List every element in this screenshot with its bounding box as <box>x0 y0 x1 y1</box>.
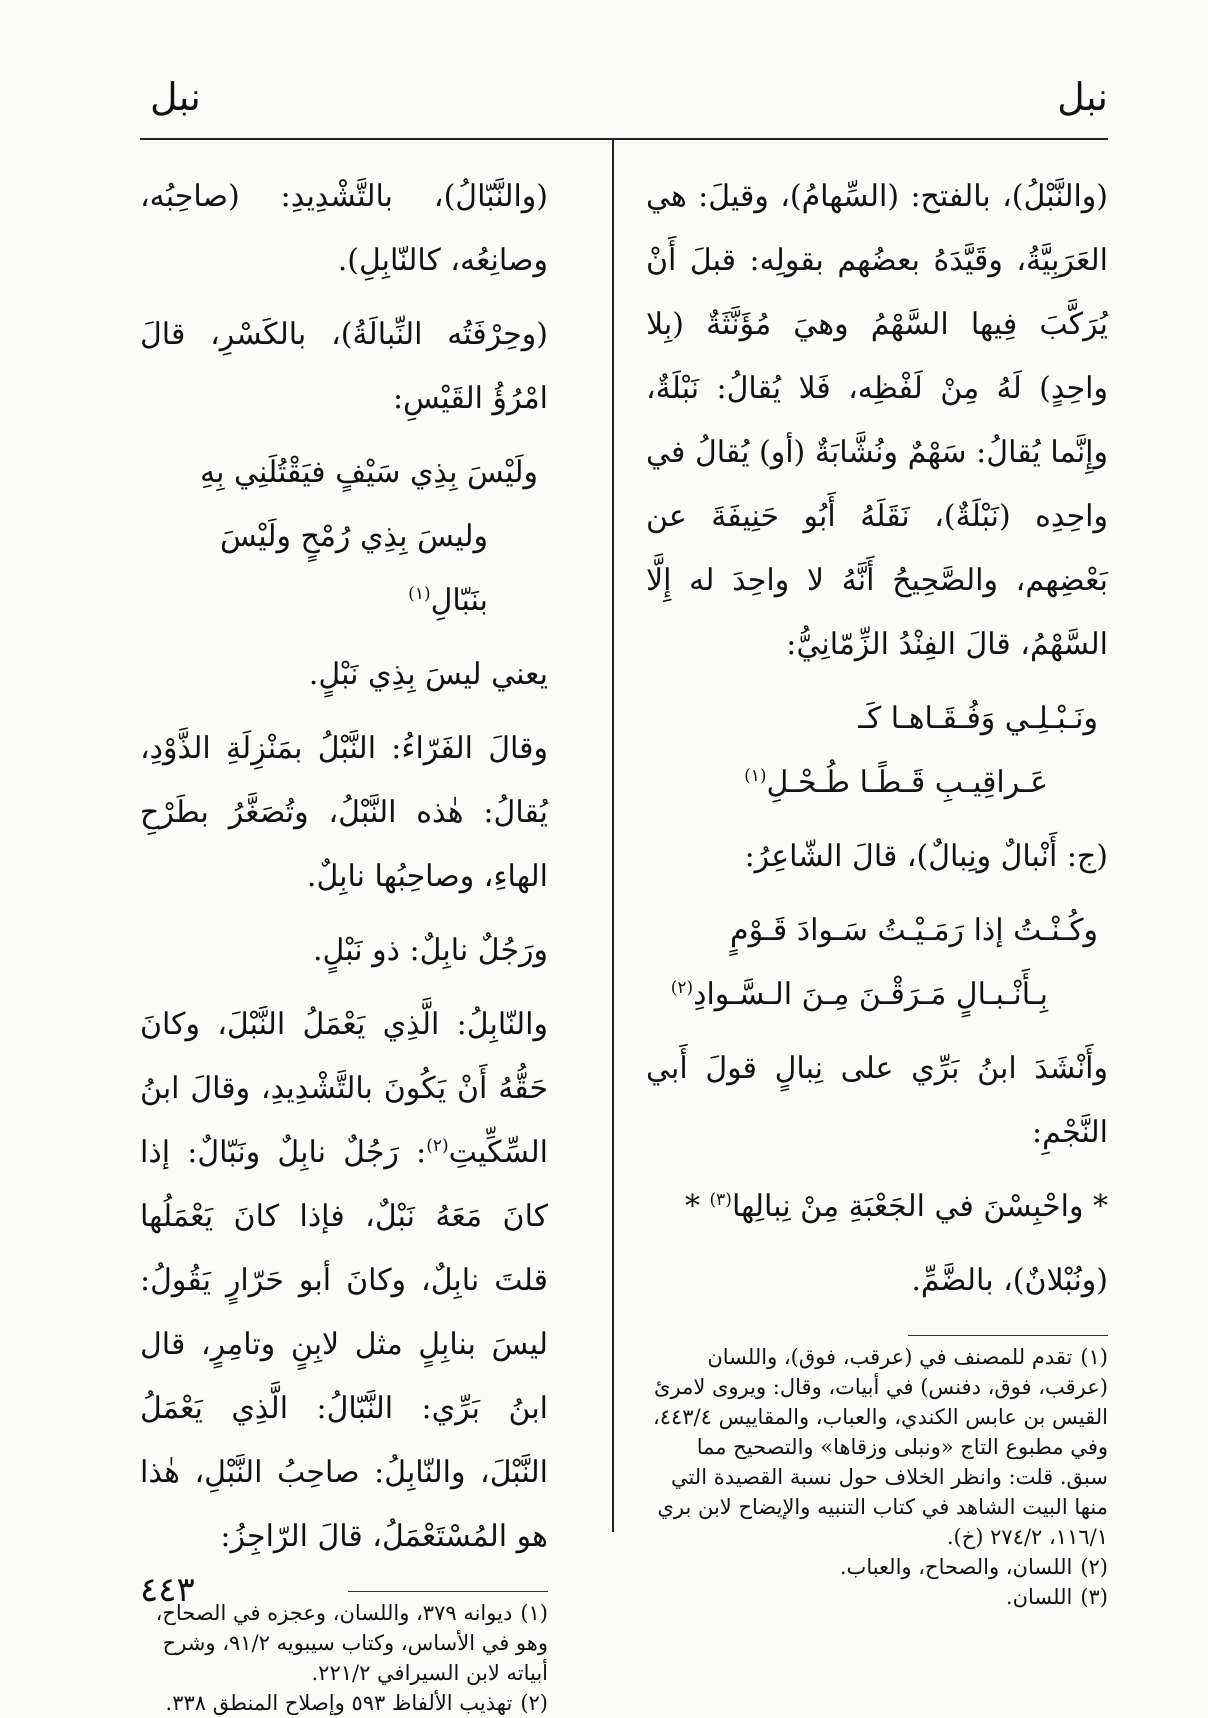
footnote-marker: (١) <box>408 584 431 604</box>
entry-paragraph: (ج: أَنْبالٌ ونِبالٌ)، قالَ الشّاعِرُ: <box>744 839 1108 874</box>
right-column <box>646 165 1108 1612</box>
header-keyword-right: نبل <box>1057 75 1108 119</box>
entry-paragraph: (وحِرْفَتُه النِّبالَةُ)، بالكَسْرِ، قالَ امْرُؤُ القَيْسِ: <box>140 317 548 416</box>
verse-line: ونَـبْـلِـي وَفُـقَـاهـا كَـ <box>858 701 1098 736</box>
footnote-marker: (١) <box>744 766 767 786</box>
entry-paragraph: (والنَّبْلُ)، بالفتح: (السِّهامُ)، وقيلَ: هي العَرَبِيَّةُ، وقَيَّدَهُ بعضُهم بقولِه: قبلَ أَنْ يُرَكَّبَ فِيها السَّهْمُ وهيَ مُؤَنَّثَةٌ (بِلا واحِدٍ) لَهُ مِنْ لَفْظِه، فَلا يُقالُ: نَبْلَةٌ، وإِنَّما يُقالُ: سَهْمٌ ونُشَّابَةٌ (أو) يُقالُ في واحِدِه (نَبْلَةٌ)، نَقَلَهُ أَبُو حَنِيفَةَ عن بَعْضِهم، والصَّحِيحُ أَنَّهُ لا واحِدَ له إِلَّا السَّهْمُ، قالَ الفِنْدُ الزِّمّانِيُّ: <box>646 179 1108 662</box>
footnote-marker: (٢) <box>426 1136 449 1156</box>
footnote: (٢)تهذيب الألفاظ ٥٩٣ وإصلاح المنطق ٣٣٨. <box>165 1691 548 1715</box>
entry-paragraph: (والنَّبّالُ)، بالتَّشْدِيدِ: (صاحِبُه، وصانِعُه، كالنّابِلِ). <box>140 179 548 278</box>
page-number: ٤٤٣ <box>140 1570 195 1610</box>
column-divider <box>612 140 614 1532</box>
footnote-marker: (٢) <box>670 978 694 998</box>
verse-line: ولَيْسَ بِذِي سَيْفٍ فيَقْتُلَنِي بِهِ <box>200 455 538 490</box>
footnote-rule <box>908 1335 1108 1336</box>
footnote: (٣)اللسان. <box>1005 1585 1108 1609</box>
footnote-marker: (٣) <box>709 1190 732 1210</box>
header-keyword-left: نبل <box>150 75 201 119</box>
verse-line: وليسَ بِذِي رُمْحٍ ولَيْسَ بنَبّالِ$^{(١)}$ <box>220 519 488 618</box>
entry-paragraph: وأَنْشَدَ ابنُ بَرِّي على نِبالٍ قولَ أَبي النَّجْمِ: <box>646 1051 1108 1150</box>
footnote: (١)تقدم للمصنف في (عرقب، فوق)، واللسان (عرقب، فوق، دفنس) في أبيات، وقال: ويروى لامرئ القيس بن عابس الكندي، والعباب، والمقاييس ٤٤٣/٤، وفي مطبوع التاج «ونبلى وزقاها» والتصحيح مما سبق. قلت: وانظر الخلاف حول نسبة القصيدة التي منها البيت الشاهد في كتاب التنبيه والإيضاح لابن بري ١١٦/١، ٢٧٤/٢ (خ). <box>652 1345 1108 1549</box>
entry-paragraph: وقالَ الفَرّاءُ: النَّبْلُ بمَنْزِلَةِ الذَّوْدِ، يُقالُ: هٰذه النَّبْلُ، وتُصَغَّرُ بطَرْحِ الهاءِ، وصاحِبُها نابِلٌ. <box>140 731 548 894</box>
left-column <box>140 165 548 1718</box>
header-rule <box>140 138 1108 140</box>
footnote: (٢)اللسان، والصحاح، والعباب. <box>839 1555 1108 1579</box>
verse-line: بِـأَنْـبـالٍ مَـرَقْـنَ مِـنَ الـسَّـوادِ$^{(٢)}$ <box>670 977 1048 1012</box>
entry-paragraph: (ونُبْلانٌ)، بالضَّمِّ. <box>911 1263 1108 1298</box>
verse-line: * واحْبِسْنَ في الجَعْبَةِ مِنْ نِبالِها$^{(٣)}$ * <box>684 1189 1108 1224</box>
entry-paragraph: والنّابِلُ: الَّذِي يَعْمَلُ النَّبْلَ، وكانَ حَقُّهُ أَنْ يَكُونَ بالتَّشْدِيدِ، وقالَ ابنُ السِّكِّيتِ$^{(٢)}$: رَجُلٌ نابِلٌ ونَبّالٌ: إذا كانَ مَعَهُ نَبْلٌ، فإذا كانَ يَعْمَلُها قلتَ نابِلٌ، وكانَ أبو حَرّارٍ يَقُولُ: ليسَ بنابِلٍ مثل لابِنٍ وتامِرٍ، قال ابنُ بَرِّي: النَّبّالُ: الَّذِي يَعْمَلُ النَّبْلَ، والنّابِلُ: صاحِبُ النَّبْلِ، هٰذا هو المُسْتَعْمَلُ، قالَ الرّاجِزُ: <box>140 1007 548 1554</box>
entry-paragraph: يعني ليسَ بِذِي نَبْلٍ. <box>308 657 548 692</box>
verse-line: وكُـنْـتُ إذا رَمَـيْـتُ سَـوادَ قَـوْمٍ <box>730 913 1098 948</box>
verse-line: عَـراقِيـبِ قَـطًـا طُـحْـلِ$^{(١)}$ <box>744 765 1048 800</box>
footnote-rule <box>348 1591 548 1592</box>
footnote: (١)ديوانه ٣٧٩، واللسان، وعجزه في الصحاح، وهو في الأساس، وكتاب سيبويه ٩١/٢، وشرح أبياته لابن السيرافي ٢٢١/٢. <box>155 1601 548 1685</box>
entry-paragraph: ورَجُلٌ نابِلٌ: ذو نَبْلٍ. <box>312 933 548 968</box>
